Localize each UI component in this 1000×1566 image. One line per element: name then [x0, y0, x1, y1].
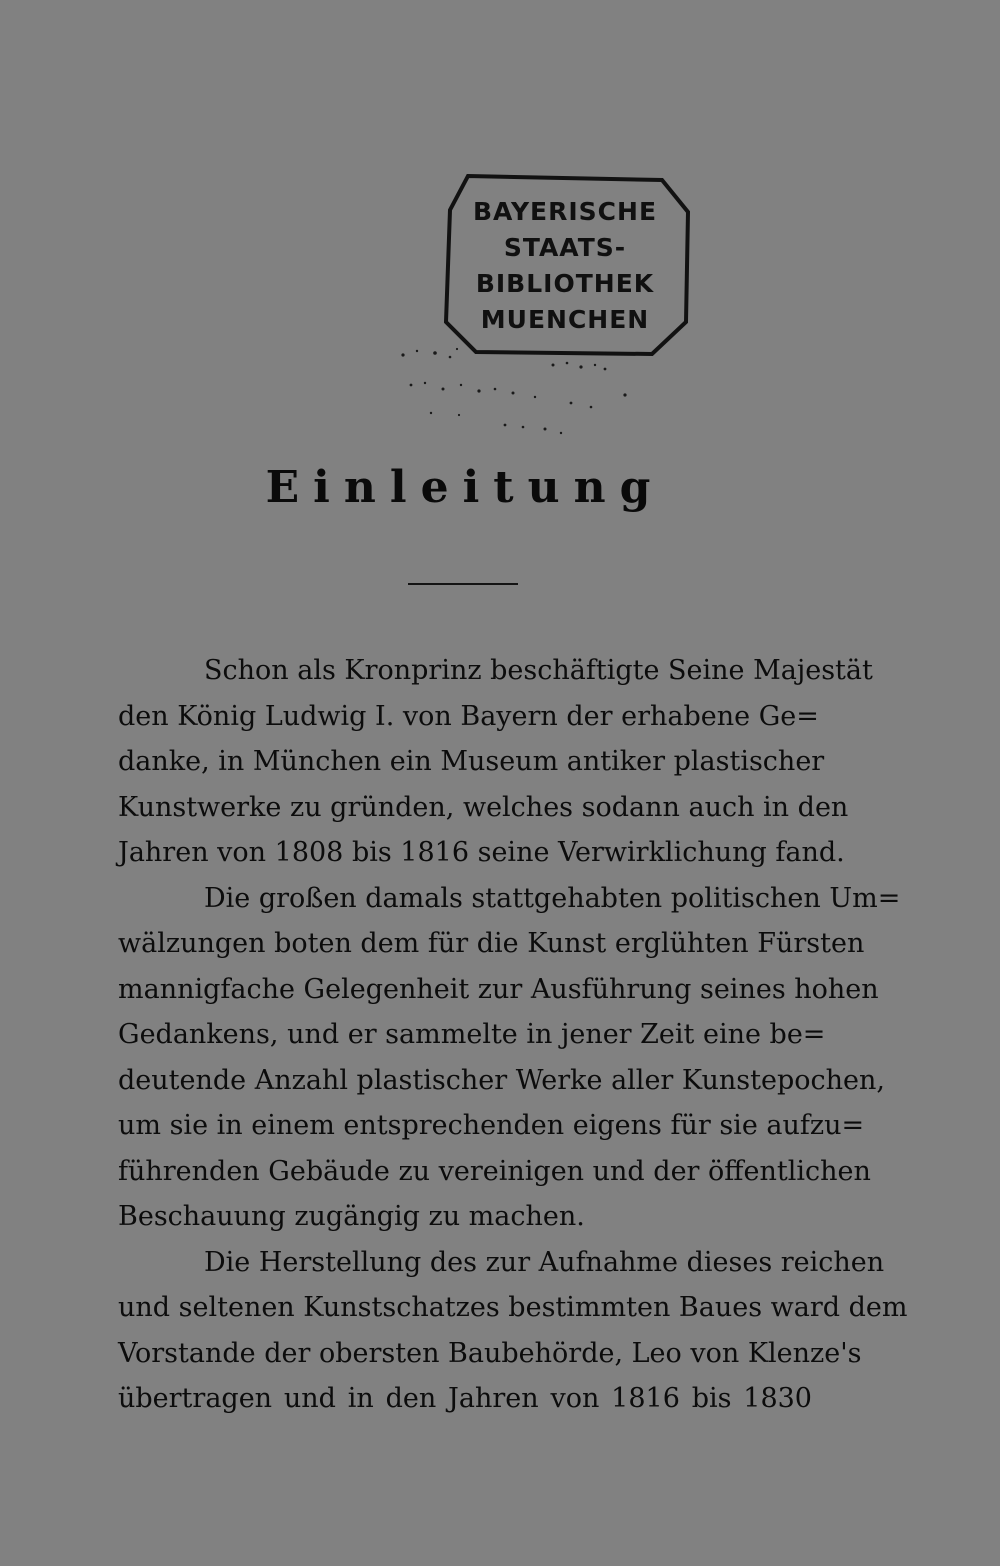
paragraph [118, 1240, 908, 1422]
text-line: Die großen damals stattgehabten politischen Um= [204, 882, 901, 914]
stamp-line: MUENCHEN [480, 305, 650, 334]
text-line: den König Ludwig I. von Bayern der erhabene Ge= [118, 700, 819, 732]
stamp-line: BIBLIOTHEK [475, 269, 655, 298]
text-line: um sie in einem entsprechenden eigens für sie aufzu= [118, 1110, 865, 1141]
text-line: mannigfache Gelegenheit zur Ausführung seines hohen [118, 973, 879, 1005]
text-line: Gedankens, und er sammelte in jener Zeit eine be= [118, 1019, 826, 1050]
stamp-text [440, 194, 690, 338]
text-line: Die Herstellung des zur Aufnahme dieses reichen [204, 1246, 885, 1278]
text-line: und seltenen Kunstschatzes bestimmten Baues ward dem [118, 1292, 908, 1323]
library-stamp [440, 172, 690, 357]
stamp-line: BAYERISCHE [472, 197, 658, 226]
text-line: wälzungen boten dem für die Kunst erglühten Fürsten [118, 928, 865, 959]
text-line: deutende Anzahl plastischer Werke aller Kunstepochen, [118, 1064, 885, 1096]
text-line: übertragen und in den Jahren von 1816 bis 1830 [118, 1383, 812, 1414]
text-line: Beschauung zugängig zu machen. [118, 1201, 585, 1232]
stamp-line: STAATS- [503, 233, 627, 262]
chapter-heading: Einleitung [265, 462, 665, 513]
text-line: Kunstwerke zu gründen, welches sodann auch in den [118, 791, 849, 823]
paragraph [118, 876, 901, 1240]
text-line: Jahren von 1808 bis 1816 seine Verwirklichung fand. [118, 837, 845, 868]
text-line: Vorstande der obersten Baubehörde, Leo von Klenze's [118, 1337, 862, 1369]
text-line: führenden Gebäude zu vereinigen und der öffentlichen [118, 1155, 871, 1187]
text-line: danke, in München ein Museum antiker plastischer [118, 746, 825, 777]
body-text [118, 648, 908, 1422]
stamp-ink-specks [395, 345, 635, 435]
heading-divider [408, 583, 518, 585]
paragraph [118, 648, 873, 876]
text-line: Schon als Kronprinz beschäftigte Seine Majestät [204, 655, 873, 686]
